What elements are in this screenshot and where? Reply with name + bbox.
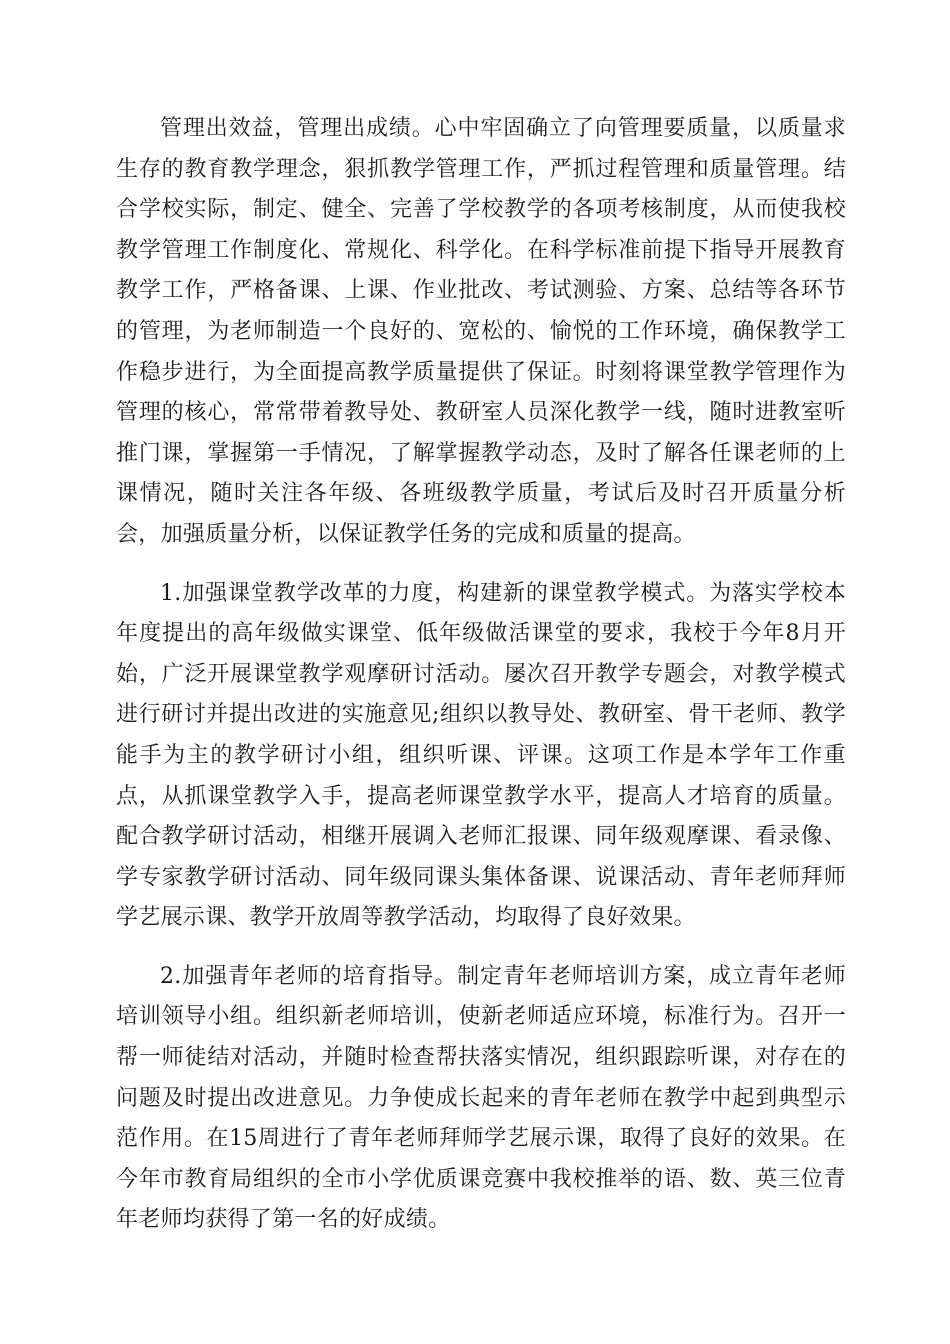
paragraph-management: 管理出效益，管理出成绩。心中牢固确立了向管理要质量，以质量求生存的教育教学理念，狠抓教学管理工作，严抓过程管理和质量管理。结合学校实际，制定、健全、完善了学校教学的各项考核制度，从而使我校教学管理工作制度化、常规化、科学化。在科学标准前提下指导开展教育教学工作，严格备课、上课、作业批改、考试测验、方案、总结等各环节的管理，为老师制造一个良好的、宽松的、愉悦的工作环境，确保教学工作稳步进行，为全面提高教学质量提供了保证。时刻将课堂教学管理作为管理的核心，常常带着教导处、教研室人员深化教学一线，随时进教室听推门课，掌握第一手情况，了解掌握教学动态，及时了解各任课老师的上课情况，随时关注各年级、各班级教学质量，考试后及时召开质量分析会，加强质量分析，以保证教学任务的完成和质量的提高。: [116, 116, 846, 547]
document-body: [116, 109, 846, 1241]
paragraph-classroom-reform: 1.加强课堂教学改革的力度，构建新的课堂教学模式。为落实学校本年度提出的高年级做实课堂、低年级做活课堂的要求，我校于今年8月开始，广泛开展课堂教学观摩研讨活动。屡次召开教学专题会，对教学模式进行研讨并提出改进的实施意见;组织以教导处、教研室、骨干老师、教学能手为主的教学研讨小组，组织听课、评课。这项工作是本学年工作重点，从抓课堂教学入手，提高老师课堂教学水平，提高人才培育的质量。配合教学研讨活动，相继开展调入老师汇报课、同年级观摩课、看录像、学专家教学研讨活动、同年级同课头集体备课、说课活动、青年老师拜师学艺展示课、教学开放周等教学活动，均取得了良好效果。: [116, 580, 846, 931]
paragraph-young-teachers: 2.加强青年老师的培育指导。制定青年老师培训方案，成立青年老师培训领导小组。组织新老师培训，使新老师适应环境，标准行为。召开一帮一师徒结对活动，并随时检查帮扶落实情况，组织跟踪听课，对存在的问题及时提出改进意见。力争使成长起来的青年老师在教学中起到典型示范作用。在15周进行了青年老师拜师学艺展示课，取得了良好的效果。在今年市教育局组织的全市小学优质课竞赛中我校推举的语、数、英三位青年老师均获得了第一名的好成绩。: [116, 963, 846, 1233]
